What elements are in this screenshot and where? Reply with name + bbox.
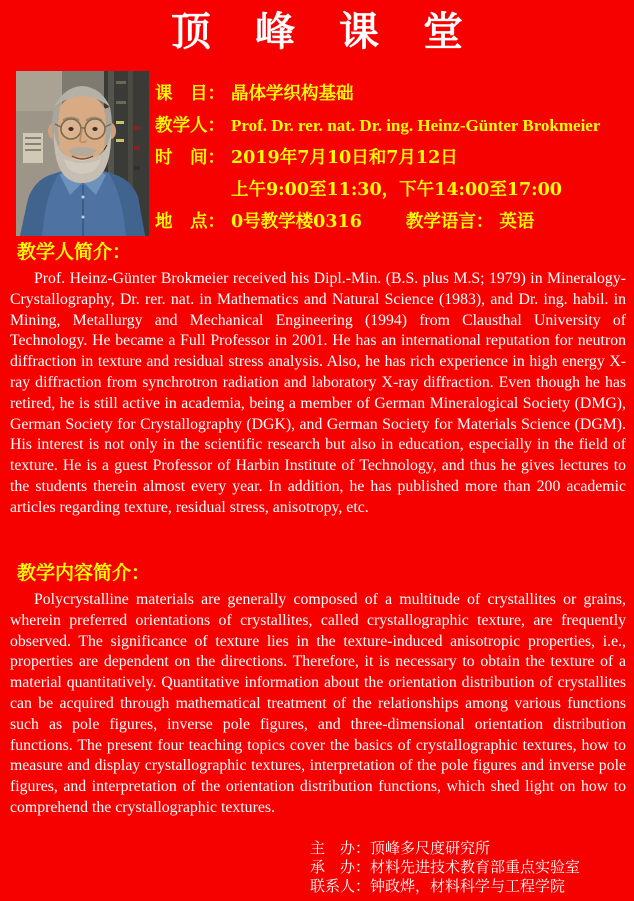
time-detail: 上午9:00至11:30，下午14:00至17:00: [231, 180, 562, 200]
location-value: 0号教学楼0316: [231, 212, 362, 232]
time-value: 2019年7月10日和7月12日: [231, 148, 458, 168]
location-row: [155, 208, 630, 240]
professor-photo: [16, 71, 149, 236]
professor-portrait-illustration: [16, 71, 149, 236]
contact-label: 联系人：: [310, 878, 371, 895]
contact-row: [310, 877, 580, 896]
poster-title: 顶峰课堂: [171, 8, 507, 55]
organizer-row: [310, 858, 580, 877]
course-value: 晶体学织构基础: [231, 84, 354, 104]
language-label: 教学语言：: [405, 212, 494, 232]
time-label: 时 间：: [155, 148, 225, 168]
location-label: 地 点：: [155, 212, 225, 232]
language-value: 英语: [499, 212, 535, 232]
organizer-label: 承 办：: [310, 859, 371, 876]
host-value: 顶峰多尺度研究所: [370, 840, 491, 857]
bio-section: [10, 241, 626, 519]
course-row: [155, 80, 630, 112]
content-heading: 教学内容简介：: [17, 562, 151, 584]
bio-paragraph: Prof. Heinz-Günter Brokmeier received his Dipl.-Min. (B.S. plus M.S; 1979) in Mineralogy-Crystallography, Dr. rer. nat. in Mathematics and Natural Science (1983), and Dr. ing. habil. in Mining, Metallurgy and Mechanical Engineering (1994) from Clausthal University of Technology. He became a Full Professor in 2001. He has an international reputation for neutron diffraction in texture and residual stress analysis. Also, he has rich experience in high energy X-ray diffraction from synchrotron radiation and laboratory X-ray diffraction. Even though he has retired, he is still active in academia, being a member of German Mineralogical Society (DMG), German Society for Crystallography (DGK), and German Society for Materials Science (DGM). His interest is not only in the scientific research but also in education, especially in the field of texture. He is a guest Professor of Harbin Institute of Technology, and thus he gives lectures to the students therein almost every year. In addition, he has published more than 200 academic articles regarding texture, residual stress, anisotropy, etc.: [10, 270, 626, 516]
content-section: [10, 562, 626, 819]
course-info-block: [155, 80, 630, 240]
contact-value: 钟政烨，材料科学与工程学院: [370, 878, 566, 895]
host-row: [310, 839, 580, 858]
course-label: 课 目：: [155, 84, 225, 104]
organizer-value: 材料先进技术教育部重点实验室: [370, 859, 581, 876]
host-label: 主 办：: [310, 840, 371, 857]
time-row: [155, 144, 630, 176]
bio-heading: 教学人简介：: [17, 241, 132, 263]
footer-block: [310, 839, 580, 896]
content-paragraph: Polycrystalline materials are generally composed of a multitude of crystallites or grains, wherein preferred orientations of crystallites, called crystallographic texture, are frequently observed. The significance of texture lies in the texture-induced anisotropic properties, i.e., properties are dependent on the directions. Therefore, it is necessary to obtain the texture of a material quantitatively. Quantitative information about the orientation distribution of crystallites can be acquired through mathematical treatment of the relationships among various functions such as pole figures, inverse pole figures, and three-dimensional orientation distribution functions. The present four teaching topics cover the basics of crystallographic textures, how to measure and display crystallographic textures, interpretation of the pole figures and inverse pole figures, and interpretation of the orientation distribution functions, which shed light on how to comprehend the crystallographic textures.: [10, 591, 626, 816]
time-detail-row: [155, 176, 630, 208]
teacher-value: Prof. Dr. rer. nat. Dr. ing. Heinz-Günter Brokmeier: [231, 116, 601, 135]
teacher-label: 教学人：: [155, 116, 225, 136]
teacher-row: [155, 112, 630, 144]
